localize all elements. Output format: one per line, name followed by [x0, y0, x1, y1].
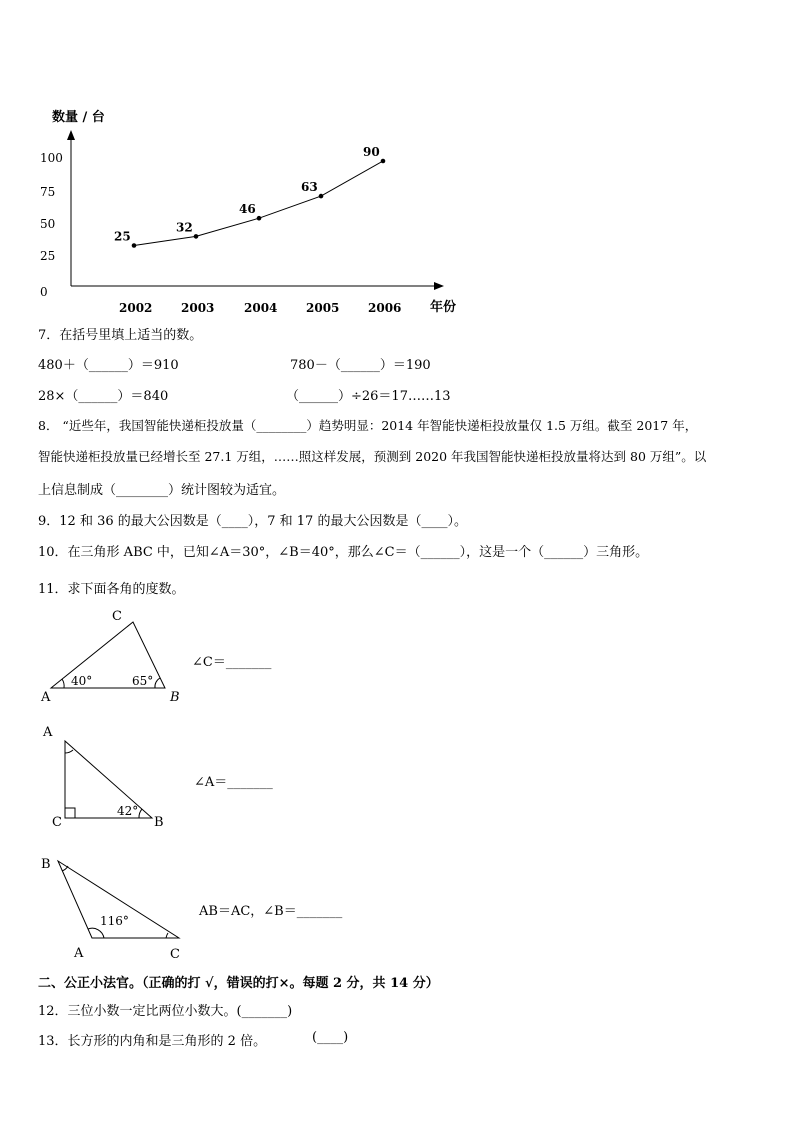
q11-t3-answer: AB＝AC，∠B＝_______: [199, 904, 343, 919]
x-tick-label: 2002: [119, 301, 153, 315]
q7-c: 28×（______）＝840: [38, 389, 169, 404]
angle-a-arc: [62, 679, 64, 688]
data-label: 32: [176, 220, 193, 235]
angle-b-arc: [155, 678, 160, 688]
triangle-1: [40, 609, 180, 705]
angle-a-arc: [65, 750, 73, 753]
x-tick-label: 2005: [306, 301, 340, 315]
q7-d: （______）÷26＝17……13: [286, 389, 451, 404]
q11-t2-answer: ∠A＝_______: [194, 775, 273, 790]
q8-line2: 智能快递柜投放量已经增长至 27.1 万组，……照这样发展，预测到 2020 年我国智能快递柜投放量将达到 80 万组”。以: [38, 449, 707, 464]
data-point: [319, 194, 324, 199]
angle-b-value: 65°: [132, 674, 154, 688]
angle-a-value: 40°: [71, 674, 93, 688]
q7-title: 7．在括号里填上适当的数。: [38, 328, 203, 343]
vertex-c: C: [112, 609, 122, 624]
q8-line3: 上信息制成（________）统计图较为适宜。: [38, 483, 286, 498]
x-tick-label: 2006: [368, 301, 402, 315]
line-chart: [40, 109, 456, 315]
y-axis-arrow: [67, 130, 75, 140]
series-line: [134, 161, 383, 246]
q9: 9．12 和 36 的最大公因数是（____），7 和 17 的最大公因数是（____）。: [38, 514, 467, 529]
angle-a-arc: [88, 928, 104, 938]
q10: 10．在三角形 ABC 中，已知∠A＝30°，∠B＝40°，那么∠C＝（______），这是一个（______）三角形。: [38, 545, 649, 560]
triangle-3: [41, 857, 180, 962]
q7-b: 780－（______）＝190: [290, 358, 431, 373]
vertex-a: A: [41, 690, 51, 705]
y-tick-label: 75: [40, 185, 56, 199]
angle-b-value: 42°: [117, 804, 139, 818]
q13-blank: (____): [312, 1030, 349, 1045]
vertex-b: B: [154, 815, 164, 830]
y-tick-label: 0: [40, 285, 48, 299]
x-axis-arrow: [434, 282, 444, 290]
right-angle-mark: [65, 808, 75, 818]
angle-a-value: 116°: [100, 914, 129, 928]
vertex-c: C: [52, 815, 62, 830]
x-tick-label: 2004: [244, 301, 278, 315]
section2-title: 二、公正小法官。（正确的打 √，错误的打×。每题 2 分，共 14 分）: [38, 976, 439, 991]
data-point: [257, 216, 262, 221]
data-label: 46: [239, 202, 256, 217]
y-tick-label: 25: [40, 249, 56, 263]
angle-c-arc: [166, 933, 168, 938]
vertex-a: A: [74, 946, 84, 961]
data-point: [194, 234, 199, 239]
q13: 13．长方形的内角和是三角形的 2 倍。: [38, 1034, 267, 1049]
q11-title: 11．求下面各角的度数。: [38, 582, 185, 597]
data-point: [132, 243, 137, 248]
q8-line1: 8． “近些年，我国智能快递柜投放量（________）趋势明显：2014 年智能快递柜投放量仅 1.5 万组。截至 2017 年，: [38, 418, 698, 433]
vertex-c: C: [170, 947, 180, 962]
vertex-a: A: [43, 725, 53, 740]
data-label: 25: [114, 229, 131, 244]
angle-b-arc: [62, 866, 68, 871]
vertex-b: B: [170, 690, 180, 705]
y-axis-label: 数量 / 台: [52, 110, 105, 125]
data-point: [381, 159, 386, 164]
x-axis-label: 年份: [430, 300, 457, 315]
triangle-2: [42, 725, 164, 830]
q7-a: 480＋（______）＝910: [38, 358, 179, 373]
y-tick-label: 100: [40, 151, 63, 165]
data-label: 90: [363, 145, 380, 159]
angle-b-arc: [139, 809, 142, 818]
q12: 12．三位小数一定比两位小数大。(_______): [38, 1004, 293, 1019]
q11-t1-answer: ∠C＝_______: [192, 655, 272, 670]
vertex-b: B: [41, 857, 51, 872]
x-tick-label: 2003: [181, 301, 215, 315]
data-label: 63: [301, 180, 318, 195]
triangle-2-shape: [65, 741, 152, 818]
y-tick-label: 50: [40, 217, 56, 231]
